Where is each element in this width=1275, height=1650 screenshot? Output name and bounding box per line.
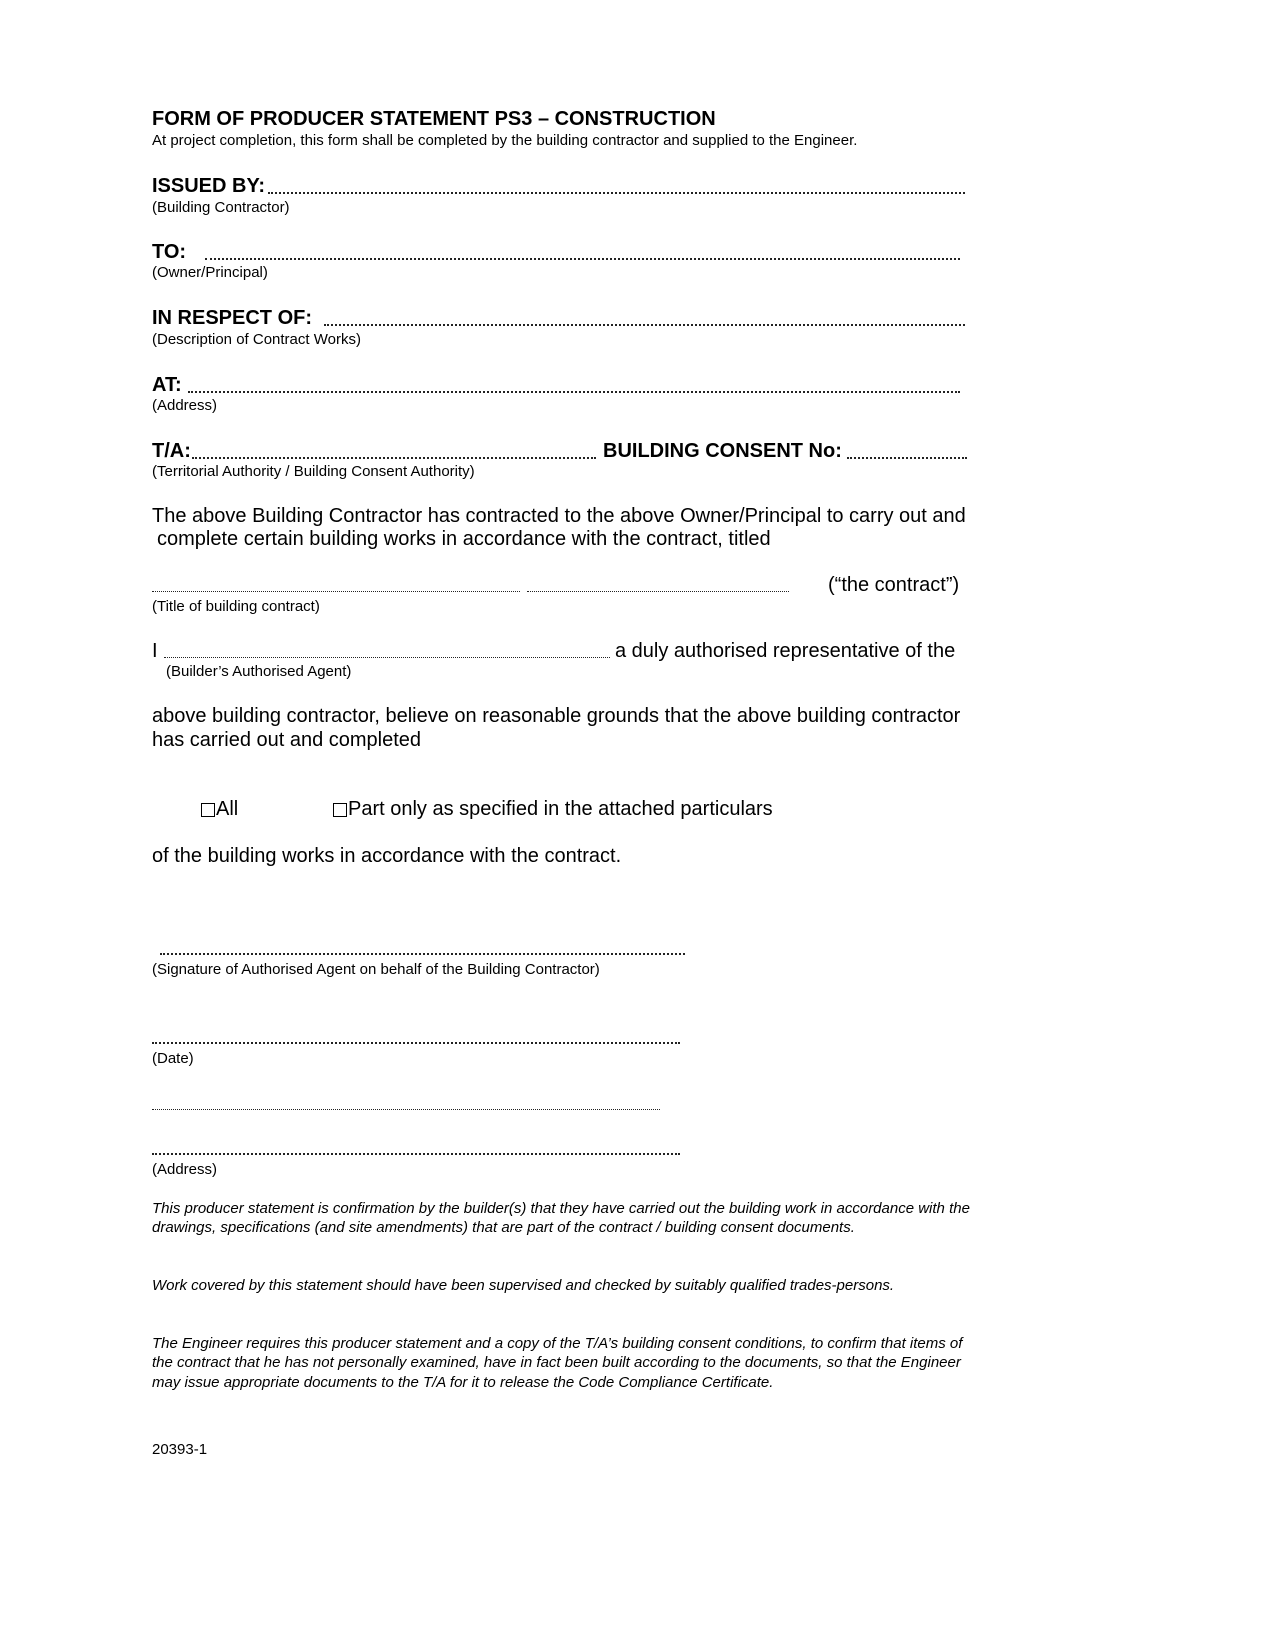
to-field[interactable] xyxy=(205,258,960,260)
signature-field[interactable] xyxy=(160,953,685,955)
option-all-label: All xyxy=(216,798,239,820)
at-field[interactable] xyxy=(188,391,960,393)
at-caption: (Address) xyxy=(152,397,218,414)
date-caption: (Date) xyxy=(152,1050,194,1067)
date-field[interactable] xyxy=(152,1042,680,1044)
issued-by-field[interactable] xyxy=(268,192,965,194)
note-paragraph: The Engineer requires this producer statement and a copy of the T/A’s building consent conditions, to confirm that items of the contract that he has not personally examined, have in fact been built according to the documents, so that the Engineer may issue appropriate documents to the T/A for it to release the Code Compliance Certificate. xyxy=(152,1335,963,1391)
the-contract-text: (“the contract”) xyxy=(828,574,960,596)
paragraph-line: The above Building Contractor has contracted to the above Owner/Principal to carry out and xyxy=(152,505,966,527)
paragraph-line: above building contractor, believe on reasonable grounds that the above building contractor xyxy=(152,705,961,727)
in-respect-of-caption: (Description of Contract Works) xyxy=(152,331,361,348)
to-label: TO: xyxy=(152,241,187,263)
agent-caption: (Builder’s Authorised Agent) xyxy=(166,663,352,680)
in-respect-of-field[interactable] xyxy=(324,324,965,326)
signature-caption: (Signature of Authorised Agent on behalf of the Building Contractor) xyxy=(152,961,600,978)
contract-title-field-2[interactable] xyxy=(527,591,789,592)
note-paragraph: This producer statement is confirmation by the builder(s) that they have carried out the building work in accordance with the drawings, specifications (and site amendments) that are part of the contract / building consent documents. xyxy=(152,1200,970,1237)
note-paragraph: Work covered by this statement should have been supervised and checked by suitably qualified trades-persons. xyxy=(152,1277,895,1294)
contract-caption: (Title of building contract) xyxy=(152,598,320,615)
paragraph-line: of the building works in accordance with the contract. xyxy=(152,845,622,867)
form-code: 20393-1 xyxy=(152,1441,208,1458)
ta-caption: (Territorial Authority / Building Consent Authority) xyxy=(152,463,475,480)
page-subtitle: At project completion, this form shall be completed by the building contractor and supplied to the Engineer. xyxy=(152,132,858,149)
to-caption: (Owner/Principal) xyxy=(152,264,268,281)
i-prefix: I xyxy=(152,640,158,662)
paragraph-line: has carried out and completed xyxy=(152,729,422,751)
checkbox-part[interactable] xyxy=(333,803,347,817)
issued-by-caption: (Building Contractor) xyxy=(152,199,290,216)
ta-field[interactable] xyxy=(192,457,596,459)
checkbox-all[interactable] xyxy=(201,803,215,817)
consent-no-label: BUILDING CONSENT No: xyxy=(603,440,842,462)
address-field-2[interactable] xyxy=(152,1153,680,1155)
address-field-1[interactable] xyxy=(152,1109,660,1110)
issued-by-label: ISSUED BY: xyxy=(152,175,265,197)
at-label: AT: xyxy=(152,374,182,396)
contract-title-field[interactable] xyxy=(152,591,520,592)
representative-text: a duly authorised representative of the xyxy=(615,640,956,662)
address-caption: (Address) xyxy=(152,1161,218,1178)
ta-label: T/A: xyxy=(152,440,191,462)
in-respect-of-label: IN RESPECT OF: xyxy=(152,307,313,329)
page-title: FORM OF PRODUCER STATEMENT PS3 – CONSTRUCTION xyxy=(152,108,716,130)
option-part-label: Part only as specified in the attached particulars xyxy=(348,798,773,820)
paragraph-line: complete certain building works in accordance with the contract, titled xyxy=(157,528,771,550)
consent-no-field[interactable] xyxy=(847,457,967,459)
agent-name-field[interactable] xyxy=(164,657,610,658)
